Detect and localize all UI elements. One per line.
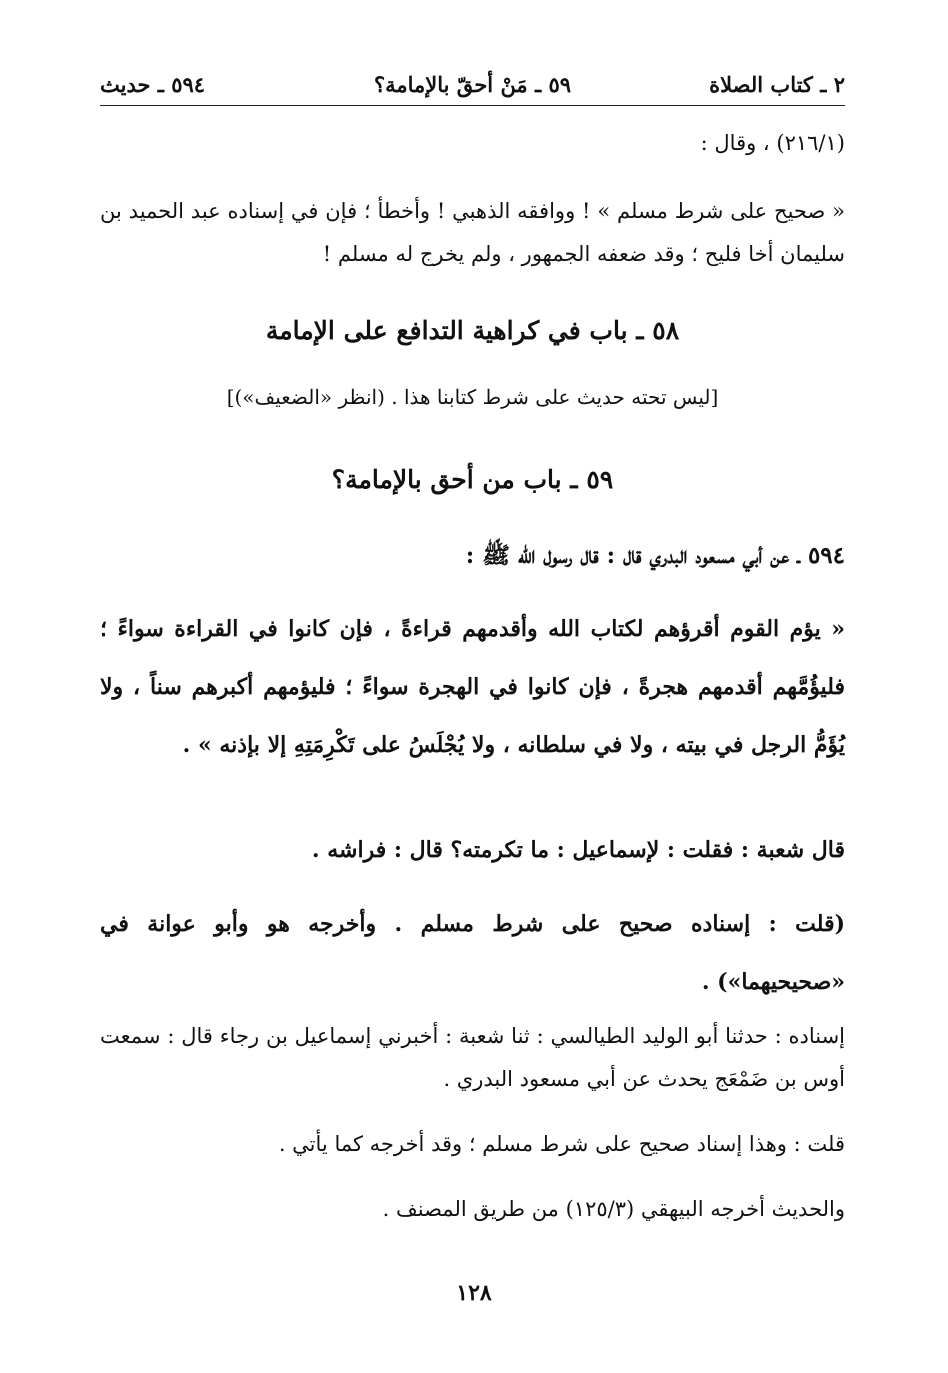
page-number: ١٢٨ (456, 1280, 492, 1306)
running-header (100, 60, 845, 100)
paragraph-citation: (٢١٦/١) ، وقال : (700, 131, 845, 155)
header-chapter-title: ٥٩ ـ مَنْ أحقّ بالإمامة؟ (373, 72, 572, 97)
bayhaqi-reference: والحديث أخرجه البيهقي (١٢٥/٣) من طريق المصنف . (382, 1197, 845, 1221)
chapter-heading-59: ٥٩ ـ باب من أحق بالإمامة؟ (331, 465, 614, 494)
author-note: قلت : وهذا إسناد صحيح على شرط مسلم ؛ وقد أخرجه كما يأتي . (278, 1132, 845, 1156)
shuba-statement: قال شعبة : فقلت : لإسماعيل : ما تكرمته؟ قال : فراشه . (311, 837, 845, 863)
hadith-intro: ٥٩٤ ـ عن أبي مسعود البدري قال : قال رسول الله ﷺ : (465, 542, 845, 569)
chapter-note-58: [ليس تحته حديث على شرط كتابنا هذا . (انظر «الضعيف»)] (226, 385, 719, 409)
paragraph-critique: « صحيح على شرط مسلم » ! ووافقه الذهبي ! وأخطأ ؛ فإن في إسناده عبد الحميد بن سليمان أخا فليح ؛ وقد ضعفه الجمهور ، ولم يخرج له مسلم ! (100, 199, 845, 266)
chapter-heading-58: ٥٨ ـ باب في كراهية التدافع على الإمامة (265, 316, 680, 345)
isnad-paragraph: إسناده : حدثنا أبو الوليد الطيالسي : ثنا شعبة : أخبرني إسماعيل بن رجاء قال : سمعت أوس بن ضَمْعَج يحدث عن أبي مسعود البدري . (100, 1024, 845, 1091)
header-hadith-number: ٥٩٤ ـ حديث (100, 72, 206, 97)
author-comment: (قلت : إسناده صحيح على شرط مسلم . وأخرجه هو وأبو عوانة في «صحيحيهما») . (100, 911, 845, 995)
hadith-text: « يؤم القوم أقرؤهم لكتاب الله وأقدمهم قراءةً ، فإن كانوا في القراءة سواءً ؛ فليؤُمَّهم أقدمهم هجرةً ، فإن كانوا في الهجرة سواءً ؛ فليؤمهم أكبرهم سناً ، ولا يُؤَمُّ الرجل في بيته ، ولا في سلطانه ، ولا يُجْلَسُ على تَكْرِمَتِهِ إلا بإذنه » . (100, 616, 845, 758)
header-divider (100, 105, 845, 106)
header-book-title: ٢ ـ كتاب الصلاة (709, 72, 845, 97)
